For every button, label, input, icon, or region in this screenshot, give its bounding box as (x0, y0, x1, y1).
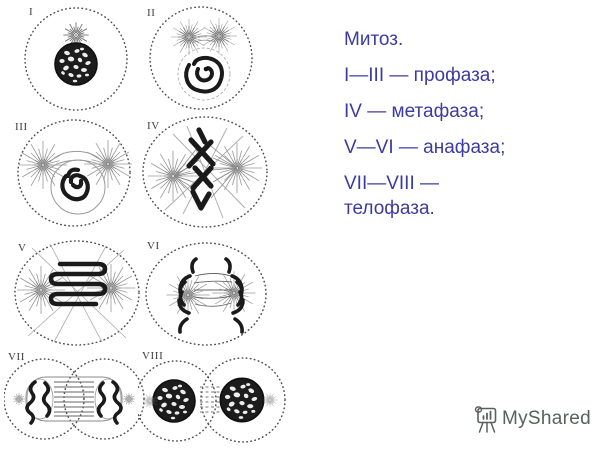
cell-numeral-1: I (29, 6, 34, 18)
cell-II-drawing (145, 3, 257, 112)
legend-item: I—III — профаза; (344, 65, 496, 86)
nucleus-chromatin (153, 380, 195, 422)
legend (344, 27, 530, 232)
chromosomes (186, 58, 222, 92)
cell-numeral-7: VII (8, 351, 26, 363)
aster-icon (263, 393, 277, 407)
legend-title: Митоз. (344, 29, 404, 50)
nucleus-chromatin (55, 43, 97, 85)
nucleus-chromatin (220, 378, 263, 421)
legend-item: IV — метафаза; (344, 101, 485, 122)
cell-VIII-drawing (138, 351, 286, 450)
cell-numeral-6: VI (147, 240, 160, 252)
legend-item: V—VI — анафаза; (344, 137, 506, 158)
cell-VII-drawing (4, 352, 146, 448)
cell-III-drawing (14, 116, 134, 232)
presentation-board-icon (474, 404, 500, 434)
cell-numeral-4: IV (147, 120, 160, 132)
midbody-fibers (54, 382, 94, 416)
legend-item: VII—VIII — телофаза. (344, 173, 440, 219)
chromosomes (27, 382, 121, 423)
cell-numeral-3: III (15, 121, 28, 133)
cell-IV-drawing (139, 114, 271, 234)
chromosomes (62, 170, 87, 200)
aster-icon (13, 393, 25, 405)
cell-numeral-2: II (147, 7, 156, 19)
chromosomes (189, 130, 213, 208)
midbody-remnant (200, 387, 222, 412)
cell-I-drawing (22, 2, 130, 114)
cell-numeral-8: VIII (142, 350, 164, 362)
myshared-logo[interactable] (474, 404, 591, 434)
myshared-logo-text[interactable]: MyShared (502, 408, 591, 429)
cell-V-drawing (12, 238, 144, 350)
aster-icon (123, 393, 135, 405)
cell-numeral-5: V (18, 242, 27, 254)
cell-VI-drawing (143, 240, 271, 348)
